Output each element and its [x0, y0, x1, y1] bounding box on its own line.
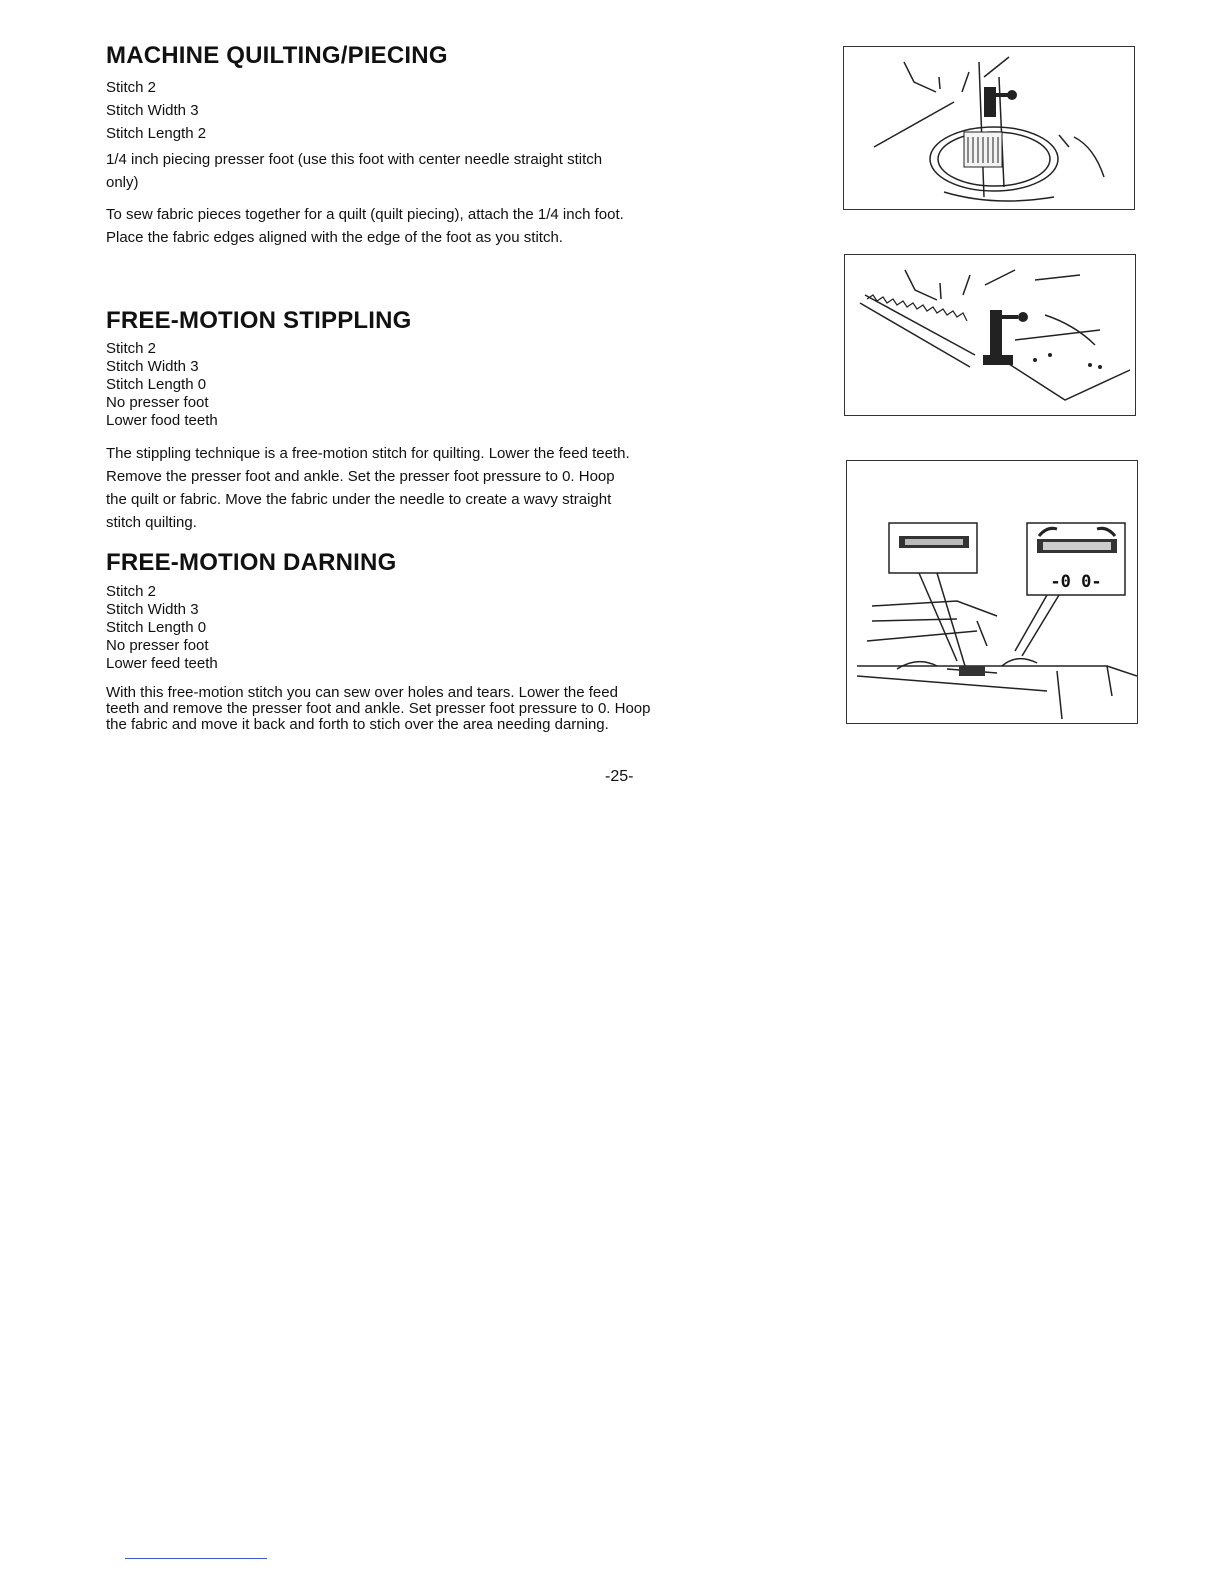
foot-note: 1/4 inch piecing presser foot (use this foot with center needle straight stitch only)	[106, 151, 603, 191]
dial-readout: -0 0-	[1050, 572, 1102, 592]
settings-list	[106, 76, 666, 145]
setting-item: Stitch Width 3	[106, 358, 199, 375]
fabric-edge-illustration	[845, 255, 1135, 415]
settings-list	[106, 583, 666, 673]
section-title: MACHINE QUILTING/PIECING	[106, 42, 448, 69]
setting-item: Lower food teeth	[106, 412, 218, 429]
section-free-motion-darning	[106, 549, 666, 733]
setting-item: Stitch 2	[106, 340, 157, 357]
setting-item: Stitch Width 3	[106, 102, 199, 119]
section-body: To sew fabric pieces together for a quilt (quilt piecing), attach the 1/4 inch foot. Place the fabric edges aligned with the edge of the foot as you stitch.	[106, 206, 624, 246]
setting-item: Stitch Length 2	[106, 125, 207, 142]
figure-piecing-foot	[843, 46, 1135, 210]
setting-item: No presser foot	[106, 637, 209, 654]
setting-item: Stitch 2	[106, 79, 157, 96]
section-body: With this free-motion stitch you can sew over holes and tears. Lower the feed teeth and remove the presser foot and ankle. Set presser foot pressure to 0. Hoop the fabric and move it back and forth to stich over the area needing darning.	[106, 684, 651, 733]
piecing-foot-illustration	[844, 47, 1134, 209]
page-number: -25-	[605, 768, 634, 785]
settings-list	[106, 340, 666, 430]
setting-item: Stitch Length 0	[106, 619, 207, 636]
setting-item: Lower feed teeth	[106, 655, 218, 672]
setting-item: Stitch Width 3	[106, 601, 199, 618]
figure-dials	[846, 460, 1138, 724]
dials-illustration	[847, 461, 1137, 723]
setting-item: No presser foot	[106, 394, 209, 411]
section-free-motion-stippling	[106, 307, 666, 534]
figure-fabric-edge	[844, 254, 1136, 416]
section-title: FREE-MOTION DARNING	[106, 549, 397, 576]
footer-rule	[125, 1558, 267, 1559]
setting-item: Stitch 2	[106, 583, 157, 600]
section-title: FREE-MOTION STIPPLING	[106, 307, 412, 334]
section-body: The stippling technique is a free-motion stitch for quilting. Lower the feed teeth. Remove the presser foot and ankle. Set the presser foot pressure to 0. Hoop the quilt or fabric. Move the fabric under the needle to create a wavy straight stitch quilting.	[106, 445, 630, 531]
section-machine-quilting	[106, 42, 666, 249]
setting-item: Stitch Length 0	[106, 376, 207, 393]
